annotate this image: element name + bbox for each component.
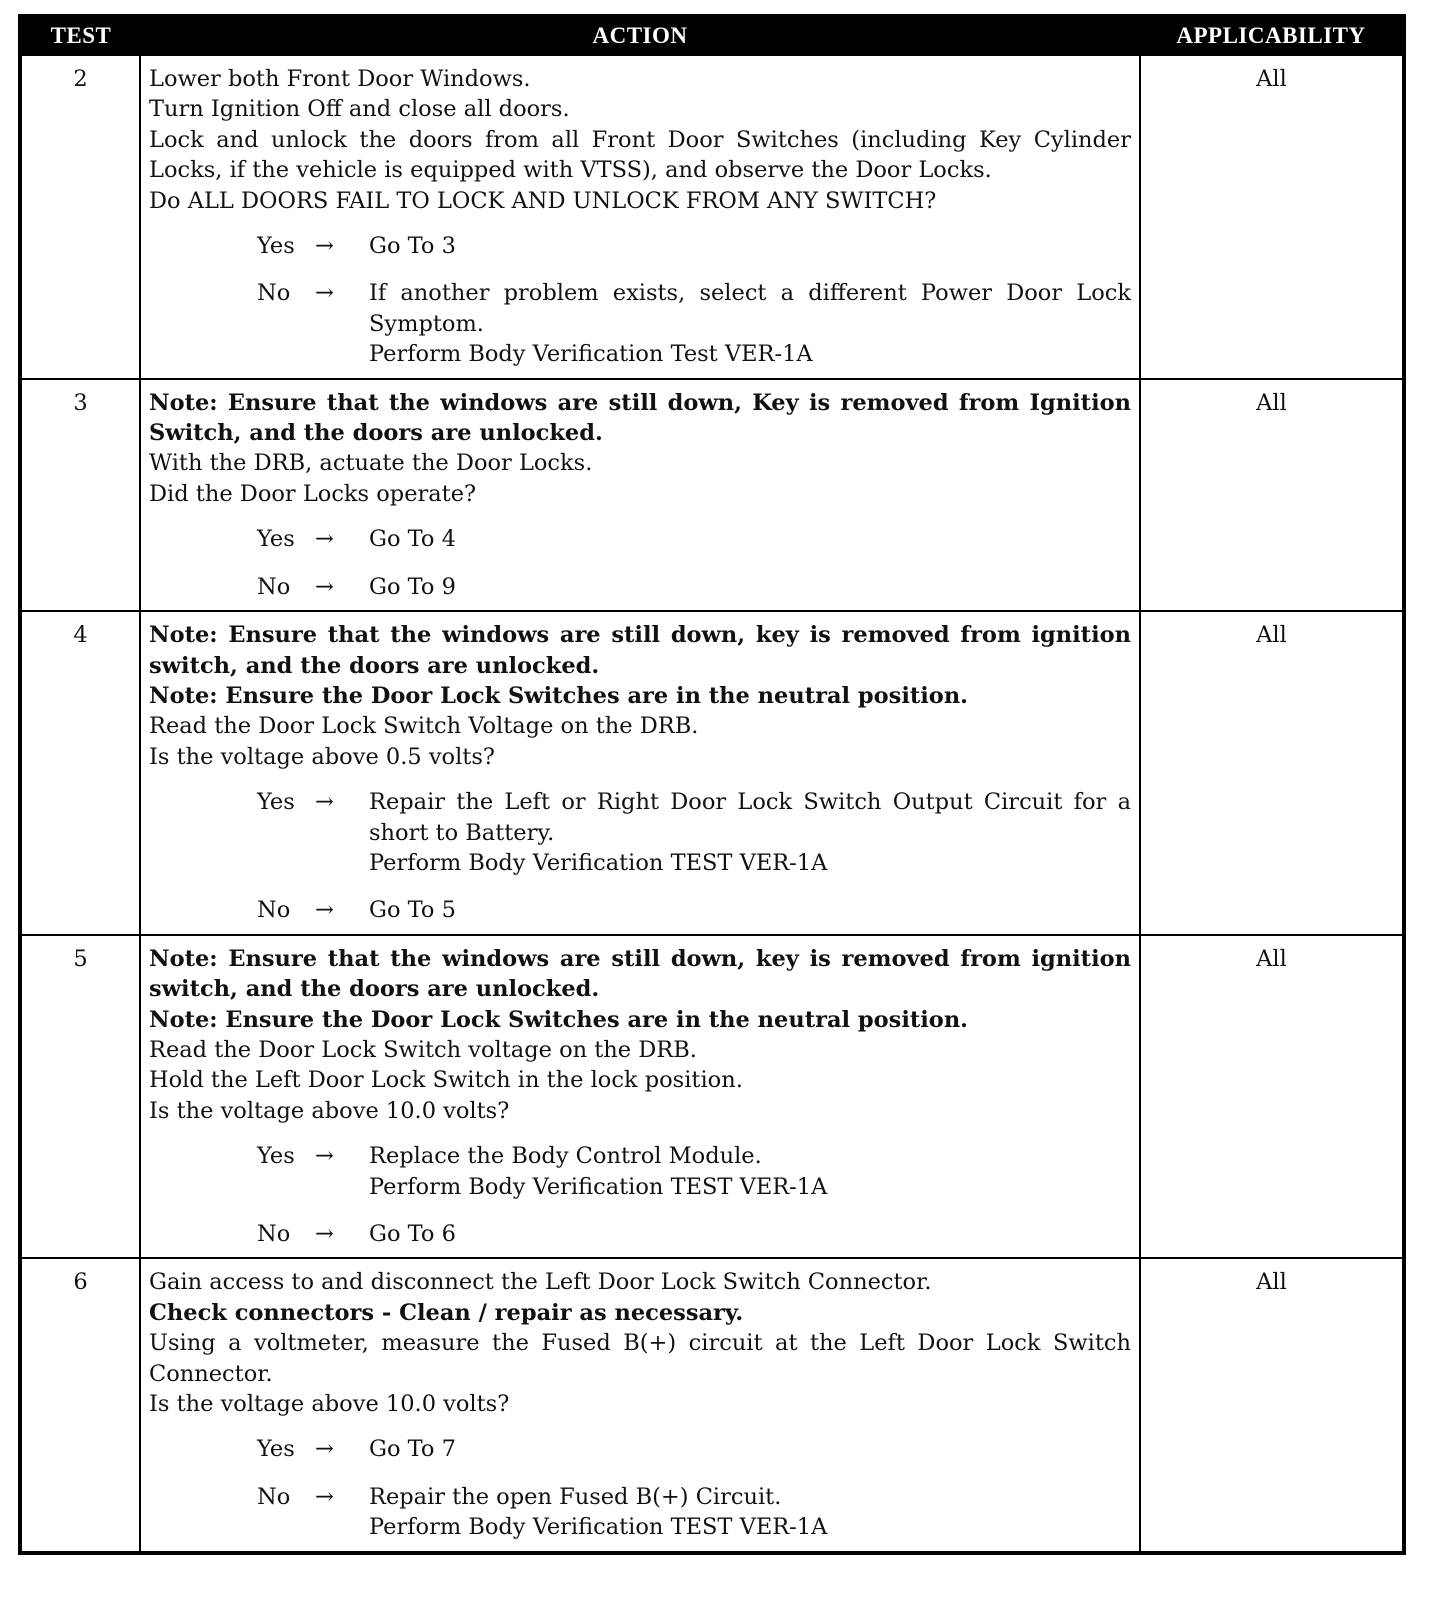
branch-result-line: Perform Body Verification Test VER-1A xyxy=(369,341,813,368)
branch-result xyxy=(369,1219,1131,1249)
branch-label: Yes xyxy=(257,1436,295,1463)
branch-label: No xyxy=(257,1483,291,1510)
branch-result-line: Go To 6 xyxy=(369,1221,456,1247)
branch-label: No xyxy=(257,573,291,600)
branch-result-line: If another problem exists, select a different Power Door Lock Symptom. xyxy=(369,280,1131,337)
instruction-text: Is the voltage above 10.0 volts? xyxy=(149,1391,510,1418)
branch-result xyxy=(369,572,1131,602)
branch-result-line: Replace the Body Control Module. xyxy=(369,1143,762,1170)
note-text: Check connectors - Clean / repair as necessary. xyxy=(149,1299,744,1326)
branch-result xyxy=(369,231,1131,261)
branch-list xyxy=(149,1434,1131,1542)
branch-result-line: Go To 7 xyxy=(369,1436,456,1463)
test-number: 5 xyxy=(20,935,140,1259)
applicability-value: All xyxy=(1140,1258,1404,1552)
branch-no xyxy=(149,895,1131,925)
branch-result-line: Repair the open Fused B(+) Circuit. xyxy=(369,1483,782,1510)
branch-label: Yes xyxy=(257,1143,295,1170)
branch-no xyxy=(149,572,1131,602)
branch-result-line: Go To 3 xyxy=(369,233,456,260)
branch-list xyxy=(149,1141,1131,1249)
note-text: Note: Ensure that the windows are still down, key is removed from ignition switch, and the doors are unlocked. xyxy=(149,945,1131,1003)
branch-yes xyxy=(149,787,1131,878)
branch-result xyxy=(369,524,1131,554)
branch-yes xyxy=(149,1141,1131,1202)
header-test: TEST xyxy=(20,16,140,55)
branch-yes xyxy=(149,1434,1131,1464)
branch-label: No xyxy=(257,280,291,307)
instruction-text: Gain access to and disconnect the Left Door Lock Switch Connector. xyxy=(149,1269,932,1296)
branch-result-line: Go To 5 xyxy=(369,897,456,924)
instruction-text: Read the Door Lock Switch Voltage on the DRB. xyxy=(149,713,699,740)
right-arrow-icon: → xyxy=(315,897,334,924)
right-arrow-icon: → xyxy=(315,1221,334,1247)
branch-result-line: Perform Body Verification TEST VER-1A xyxy=(369,1173,828,1200)
branch-result-line: Perform Body Verification TEST VER-1A xyxy=(369,1514,828,1541)
table-row xyxy=(20,611,1404,935)
right-arrow-icon: → xyxy=(315,1483,334,1510)
instruction-text: Turn Ignition Off and close all doors. xyxy=(149,96,570,123)
test-number: 4 xyxy=(20,611,140,935)
header-row xyxy=(20,16,1404,55)
branch-result-line: Perform Body Verification TEST VER-1A xyxy=(369,849,828,876)
branch-no xyxy=(149,278,1131,369)
action-cell xyxy=(140,935,1140,1259)
test-number: 6 xyxy=(20,1258,140,1552)
test-number: 3 xyxy=(20,379,140,611)
branch-list xyxy=(149,231,1131,370)
branch-label: Yes xyxy=(257,233,295,260)
branch-label: No xyxy=(257,1221,291,1247)
applicability-value: All xyxy=(1140,379,1404,611)
branch-result xyxy=(369,895,1131,925)
branch-result-line: Go To 9 xyxy=(369,573,456,600)
right-arrow-icon: → xyxy=(315,233,334,260)
right-arrow-icon: → xyxy=(315,280,334,307)
instruction-text: Is the voltage above 0.5 volts? xyxy=(149,743,495,770)
table-row xyxy=(20,55,1404,379)
instruction-text: Do ALL DOORS FAIL TO LOCK AND UNLOCK FROM ANY SWITCH? xyxy=(149,187,937,214)
action-cell xyxy=(140,1258,1140,1552)
branch-no xyxy=(149,1482,1131,1543)
branch-yes xyxy=(149,524,1131,554)
right-arrow-icon: → xyxy=(315,1143,334,1170)
note-text: Note: Ensure that the windows are still down, key is removed from ignition switch, and the doors are unlocked. xyxy=(149,622,1131,679)
note-text: Note: Ensure the Door Lock Switches are in the neutral position. xyxy=(149,682,969,709)
applicability-value: All xyxy=(1140,611,1404,935)
branch-yes xyxy=(149,231,1131,261)
right-arrow-icon: → xyxy=(315,573,334,600)
branch-result-line: Go To 4 xyxy=(369,526,456,553)
action-cell xyxy=(140,611,1140,935)
branch-result xyxy=(369,278,1131,369)
right-arrow-icon: → xyxy=(315,526,334,553)
branch-no xyxy=(149,1219,1131,1249)
instruction-text: Read the Door Lock Switch voltage on the DRB. xyxy=(149,1036,697,1063)
branch-label: Yes xyxy=(257,526,295,553)
branch-result xyxy=(369,787,1131,878)
header-action: ACTION xyxy=(140,16,1140,55)
table-row xyxy=(20,1258,1404,1552)
applicability-value: All xyxy=(1140,935,1404,1259)
branch-label: No xyxy=(257,897,291,924)
instruction-text: Lower both Front Door Windows. xyxy=(149,66,531,92)
branch-list xyxy=(149,524,1131,602)
header-applicability: APPLICABILITY xyxy=(1140,16,1404,55)
instruction-text: Is the voltage above 10.0 volts? xyxy=(149,1097,510,1124)
applicability-value: All xyxy=(1140,55,1404,379)
instruction-text: Hold the Left Door Lock Switch in the lock position. xyxy=(149,1067,743,1094)
branch-result xyxy=(369,1141,1131,1202)
branch-label: Yes xyxy=(257,789,295,816)
table-body xyxy=(20,55,1404,1553)
note-text: Note: Ensure that the windows are still down, Key is removed from Ignition Switch, and the doors are unlocked. xyxy=(149,389,1131,447)
instruction-text: Lock and unlock the doors from all Front Door Switches (including Key Cylinder Locks, if the vehicle is equipped with VTSS), and observe the Door Locks. xyxy=(149,126,1131,184)
right-arrow-icon: → xyxy=(315,789,334,816)
branch-result-line: Repair the Left or Right Door Lock Switch Output Circuit for a short to Battery. xyxy=(369,789,1131,846)
table-row xyxy=(20,379,1404,611)
branch-list xyxy=(149,787,1131,926)
action-cell xyxy=(140,55,1140,379)
test-number: 2 xyxy=(20,55,140,379)
branch-result xyxy=(369,1434,1131,1464)
right-arrow-icon: → xyxy=(315,1436,334,1463)
note-text: Note: Ensure the Door Lock Switches are in the neutral position. xyxy=(149,1006,969,1033)
test-procedure-table xyxy=(18,14,1406,1555)
branch-result xyxy=(369,1482,1131,1543)
action-cell xyxy=(140,379,1140,611)
instruction-text: Using a voltmeter, measure the Fused B(+) circuit at the Left Door Lock Switch Connector. xyxy=(149,1330,1131,1387)
instruction-text: Did the Door Locks operate? xyxy=(149,480,477,507)
table-row xyxy=(20,935,1404,1259)
instruction-text: With the DRB, actuate the Door Locks. xyxy=(149,450,593,477)
